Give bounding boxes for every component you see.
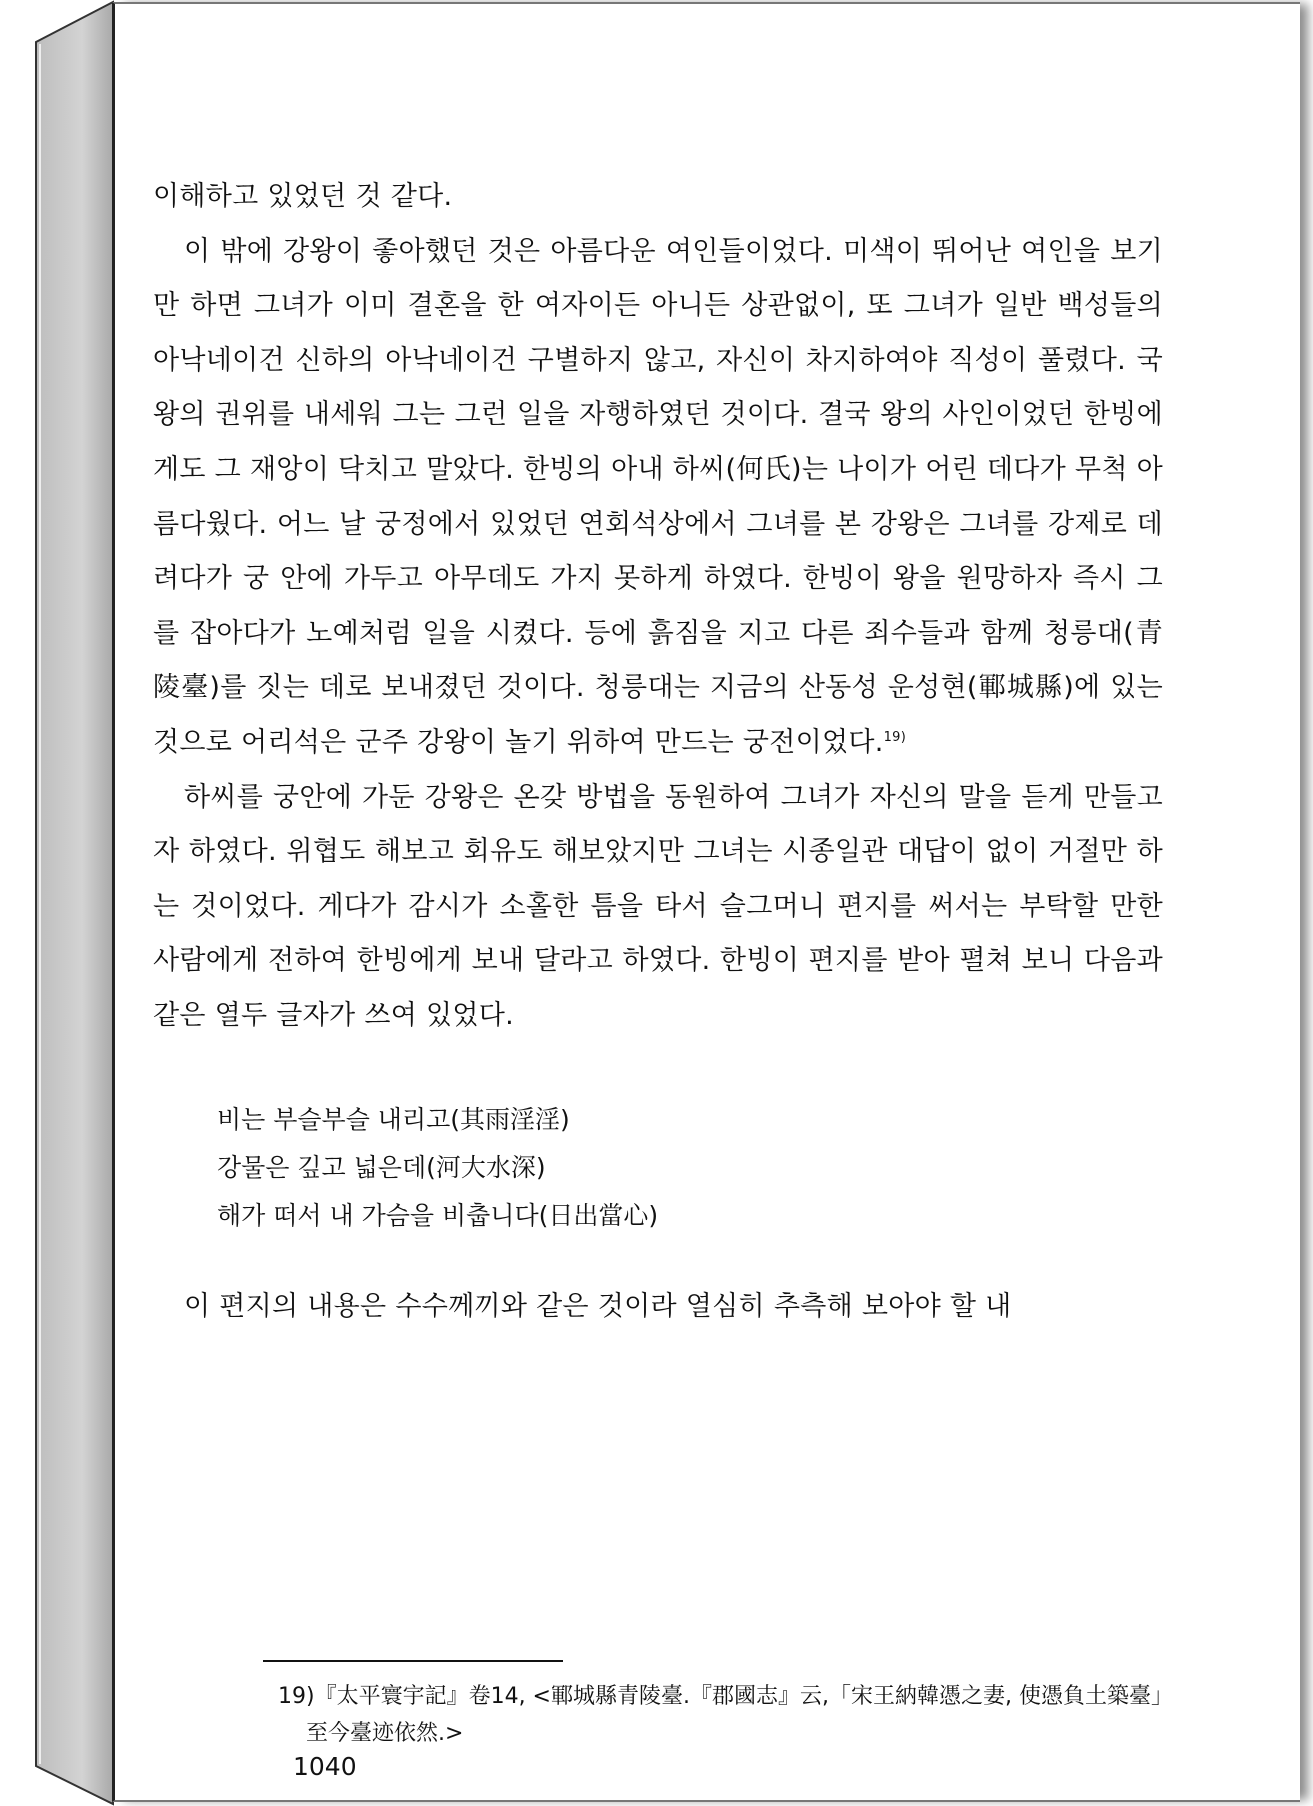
paragraph-letter-riddle: 이 편지의 내용은 수수께끼와 같은 것이라 열심히 추측해 보아야 할 내	[184, 1290, 1012, 1322]
paragraph-continued: 이해하고 있었던 것 같다.	[153, 181, 453, 212]
letter-poem	[217, 1096, 1163, 1240]
footnote	[278, 1678, 1173, 1752]
paragraph-king-kang	[153, 225, 1163, 771]
footnote-reference: 19)	[883, 729, 907, 745]
book-spine	[0, 0, 118, 1806]
footnote-line: 19)『太平寰宇記』卷14, <鄆城縣青陵臺.『郡國志』云,「宋王納韓憑之妻, 使憑負土築臺」	[278, 1684, 1173, 1709]
footnote-line: 至今臺迹依然.>	[306, 1721, 464, 1746]
paragraph-king-kang-text: 이 밖에 강왕이 좋아했던 것은 아름다운 여인들이었다. 미색이 뛰어난 여인을 보기만 하면 그녀가 이미 결혼을 한 여자이든 아니든 상관없이, 또 그녀가 일반 백성들의 아낙네이건 신하의 아낙네이건 구별하지 않고, 자신이 차지하여야 직성이 풀렸다. 국왕의 권위를 내세워 그는 그런 일을 자행하였던 것이다. 결국 왕의 사인이었던 한빙에게도 그 재앙이 닥치고 말았다. 한빙의 아내 하씨(何氏)는 나이가 어린 데다가 무척 아름다웠다. 어느 날 궁정에서 있었던 연회석상에서 그녀를 본 강왕은 그녀를 강제로 데려다가 궁 안에 가두고 아무데도 가지 못하게 하였다. 한빙이 왕을 원망하자 즉시 그를 잡아다가 노예처럼 일을 시켰다. 등에 흙짐을 지고 다른 죄수들과 함께 청릉대(青陵臺)를 짓는 데로 보내졌던 것이다. 청릉대는 지금의 산동성 운성현(鄆城縣)에 있는 것으로 어리석은 군주 강왕이 놀기 위하여 만드는 궁전이었다.	[153, 235, 1163, 758]
footnote-divider	[263, 1660, 563, 1662]
poem-line: 강물은 깊고 넓은데(河大水深)	[217, 1152, 546, 1182]
page-number: 1040	[293, 1752, 357, 1781]
paragraph-lady-ha: 하씨를 궁안에 가둔 강왕은 온갖 방법을 동원하여 그녀가 자신의 말을 듣게 만들고자 하였다. 위협도 해보고 회유도 해보았지만 그녀는 시종일관 대답이 없이 거절만 하는 것이었다. 게다가 감시가 소홀한 틈을 타서 슬그머니 편지를 써서는 부탁할 만한 사람에게 전하여 한빙에게 보내 달라고 하였다. 한빙이 편지를 받아 펼쳐 보니 다음과 같은 열두 글자가 쓰여 있었다.	[153, 781, 1163, 1031]
page-body	[153, 170, 1163, 1334]
poem-line: 해가 떠서 내 가슴을 비춥니다(日出當心)	[217, 1200, 659, 1230]
poem-line: 비는 부슬부슬 내리고(其雨淫淫)	[217, 1104, 570, 1134]
